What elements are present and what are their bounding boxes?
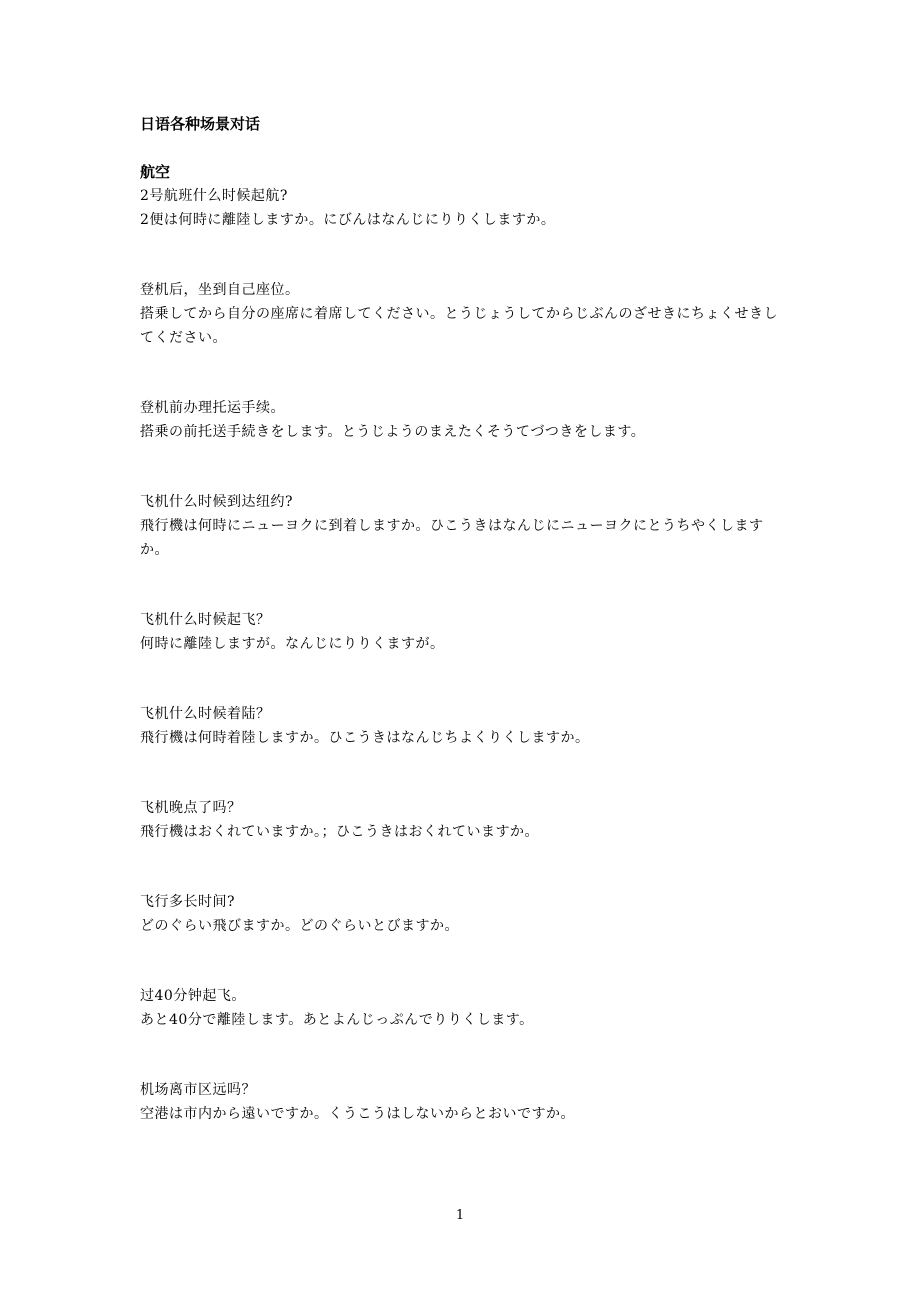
dialogue-item	[140, 702, 790, 750]
dialogue-question: 机场离市区远吗？	[140, 1082, 256, 1098]
dialogue-question: 飞行多长时间?	[140, 894, 236, 910]
dialogue-answer: 空港は市内から遠いですか。くうこうはしないからとおいですか。	[140, 1106, 575, 1122]
section-title: 航空	[140, 163, 171, 181]
document-title: 日语各种场景对话	[140, 115, 261, 133]
dialogue-question: 飞机什么时候起飞？	[140, 612, 271, 628]
dialogue-answer: 2便は何時に離陸しますか。にびんはなんじにりりくしますか。	[140, 212, 556, 228]
dialogue-item	[140, 490, 790, 562]
dialogue-answer: あと40分で離陸します。あとよんじっぷんでりりくします。	[140, 1012, 534, 1028]
dialogue-item	[140, 1078, 790, 1126]
dialogue-item	[140, 984, 790, 1032]
document-content	[140, 112, 790, 1172]
dialogue-item	[140, 796, 790, 844]
dialogue-question: 登机后，坐到自己座位。	[140, 282, 300, 298]
dialogue-answer: 飛行機はおくれていますか。；ひこうきはおくれていますか。	[140, 824, 539, 840]
dialogue-question: 过40分钟起飞。	[140, 988, 246, 1004]
dialogue-item	[140, 184, 790, 232]
dialogue-question: 飞机什么时候着陆？	[140, 706, 271, 722]
dialogue-question: 登机前办理托运手续。	[140, 400, 285, 416]
dialogue-answer: 何時に離陸しますが。なんじにりりくますが。	[140, 636, 445, 652]
dialogue-answer: 搭乗してから自分の座席に着席してください。とうじょうしてからじぶんのざせきにちょくせきしてください。	[140, 306, 778, 346]
dialogue-answer: 飛行機は何時着陸しますか。ひこうきはなんじちよくりくしますか。	[140, 730, 590, 746]
dialogue-item	[140, 890, 790, 938]
dialogue-question: 2号航班什么时候起航?	[140, 188, 288, 204]
dialogue-item	[140, 278, 790, 350]
dialogue-answer: 飛行機は何時にニューヨクに到着しますか。ひこうきはなんじにニューヨクにとうちやくしますか。	[140, 518, 764, 558]
dialogue-question: 飞机什么时候到达纽约?	[140, 494, 294, 510]
dialogue-item	[140, 608, 790, 656]
page-number: 1	[455, 1208, 465, 1223]
dialogue-question: 飞机晚点了吗？	[140, 800, 242, 816]
dialogue-item	[140, 396, 790, 444]
dialogue-answer: 搭乗の前托送手続きをします。とうじようのまえたくそうてづつきをします。	[140, 424, 646, 440]
dialogue-answer: どのぐらい飛びますか。どのぐらいとびますか。	[140, 918, 459, 934]
